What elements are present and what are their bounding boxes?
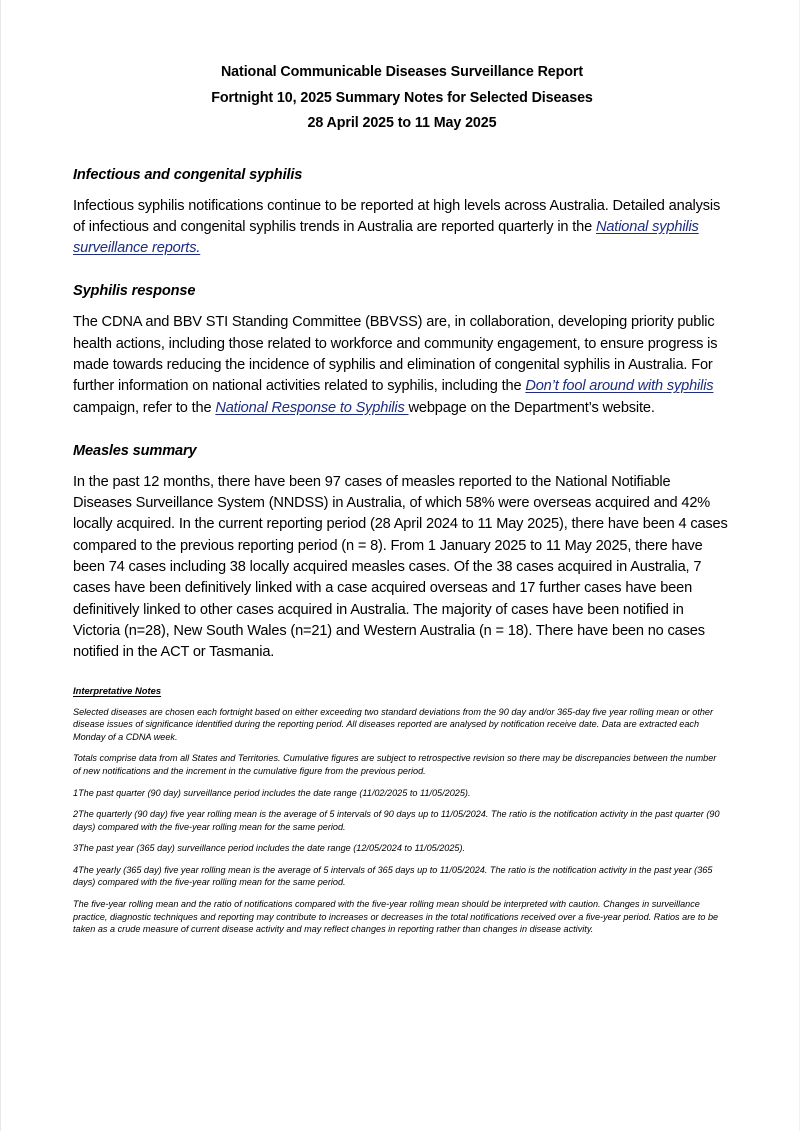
- paragraph-measles-summary: In the past 12 months, there have been 97 cases of measles reported to the National Notifiable Diseases Surveillance System (NNDSS) in Australia, of which 58% were overseas acquired and 42% locally acquired. In the current reporting period (28 April 2024 to 11 May 2025), there have been 4 cases compared to the previous reporting period (n = 8). From 1 January 2025 to 11 May 2025, there have been 74 cases including 38 locally acquired measles cases. Of the 38 cases acquired in Australia, 7 cases have been definitively linked with a case acquired overseas and 17 further cases have been definitively linked to other cases acquired in Australia. The majority of cases have been notified in Victoria (n=28), New South Wales (n=21) and Western Australia (n = 18). There have been no cases notified in the ACT or Tasmania.: [73, 473, 728, 661]
- syphilis-response-text-part-2: campaign, refer to the: [73, 399, 216, 416]
- paragraph-syphilis-response: [73, 312, 731, 418]
- syphilis-paragraph-text: Infectious syphilis notifications continue to be reported at high levels across Australia. Detailed analysis of infectious and congenital syphilis trends in Australia are reported quarterly in the: [73, 197, 721, 235]
- interpretative-note: 4The yearly (365 day) five year rolling mean is the average of 5 intervals of 365 days up to 11/05/2024. The ratio is the notification activity in the past year (365 days) compared with the five-year rolling mean for the same period.: [73, 864, 713, 888]
- link-national-syphilis-surveillance-reports[interactable]: National syphilis surveillance reports.: [73, 218, 699, 257]
- report-title-line-1: National Communicable Diseases Surveillance Report: [220, 64, 584, 80]
- paragraph-infectious-syphilis: [73, 196, 731, 260]
- report-title-line-2: Fortnight 10, 2025 Summary Notes for Selected Diseases: [211, 89, 593, 106]
- interpretative-notes-section: [73, 684, 725, 936]
- report-title-block: [73, 60, 731, 137]
- syphilis-response-text-part-1: The CDNA and BBV STI Standing Committee (BBVSS) are, in collaboration, developing priority public health actions, including those related to workforce and community engagement, to ensure progress is made towards reducing the incidence of syphilis and elimination of congenital syphilis in Australia. For further information on national activities related to syphilis, including the: [73, 314, 718, 395]
- document-content: [73, 60, 731, 945]
- report-title-line-3: 28 April 2025 to 11 May 2025: [307, 115, 497, 131]
- heading-infectious-congenital-syphilis: Infectious and congenital syphilis: [73, 166, 303, 183]
- interpretative-note: Selected diseases are chosen each fortnight based on either exceeding two standard deviations from the 90 day and/or 365-day five year rolling mean or other disease issues of significance identified during the reporting period. All diseases reported are analysed by notification receive date. Data are extracted each Monday of a CDNA week.: [73, 706, 714, 742]
- link-dont-fool-around-with-syphilis[interactable]: Don’t fool around with syphilis: [525, 378, 714, 395]
- link-national-response-to-syphilis[interactable]: National Response to Syphilis: [215, 399, 409, 416]
- interpretative-note: Totals comprise data from all States and Territories. Cumulative figures are subject to retrospective revision so there may be discrepancies between the number of new notifications and the increment in the cumulative figure from the previous period.: [73, 753, 717, 776]
- interpretative-note: 1The past quarter (90 day) surveillance period includes the date range (11/02/2025 to 11/05/2025).: [73, 787, 471, 798]
- heading-interpretative-notes: Interpretative Notes: [73, 684, 162, 696]
- interpretative-note: The five-year rolling mean and the ratio of notifications compared with the five-year rolling mean should be interpreted with caution. Changes in surveillance practice, diagnostic techniques and reporting may contribute to increases or decreases in the total notifications received over a five-year period. Ratios are to be taken as a crude measure of current disease activity and may reflect changes in reporting rather than changes in disease activity.: [73, 899, 719, 935]
- heading-syphilis-response: Syphilis response: [73, 283, 196, 300]
- heading-measles-summary: Measles summary: [73, 442, 197, 459]
- syphilis-response-text-part-3: webpage on the Department’s website.: [408, 399, 655, 416]
- interpretative-note: 2The quarterly (90 day) five year rolling mean is the average of 5 intervals of 90 days up to 11/05/2024. The ratio is the notification activity in the past quarter (90 days) compared with the five-year rolling mean for the same period.: [73, 809, 720, 832]
- interpretative-note: 3The past year (365 day) surveillance period includes the date range (12/05/2024 to 11/05/2025).: [73, 843, 466, 854]
